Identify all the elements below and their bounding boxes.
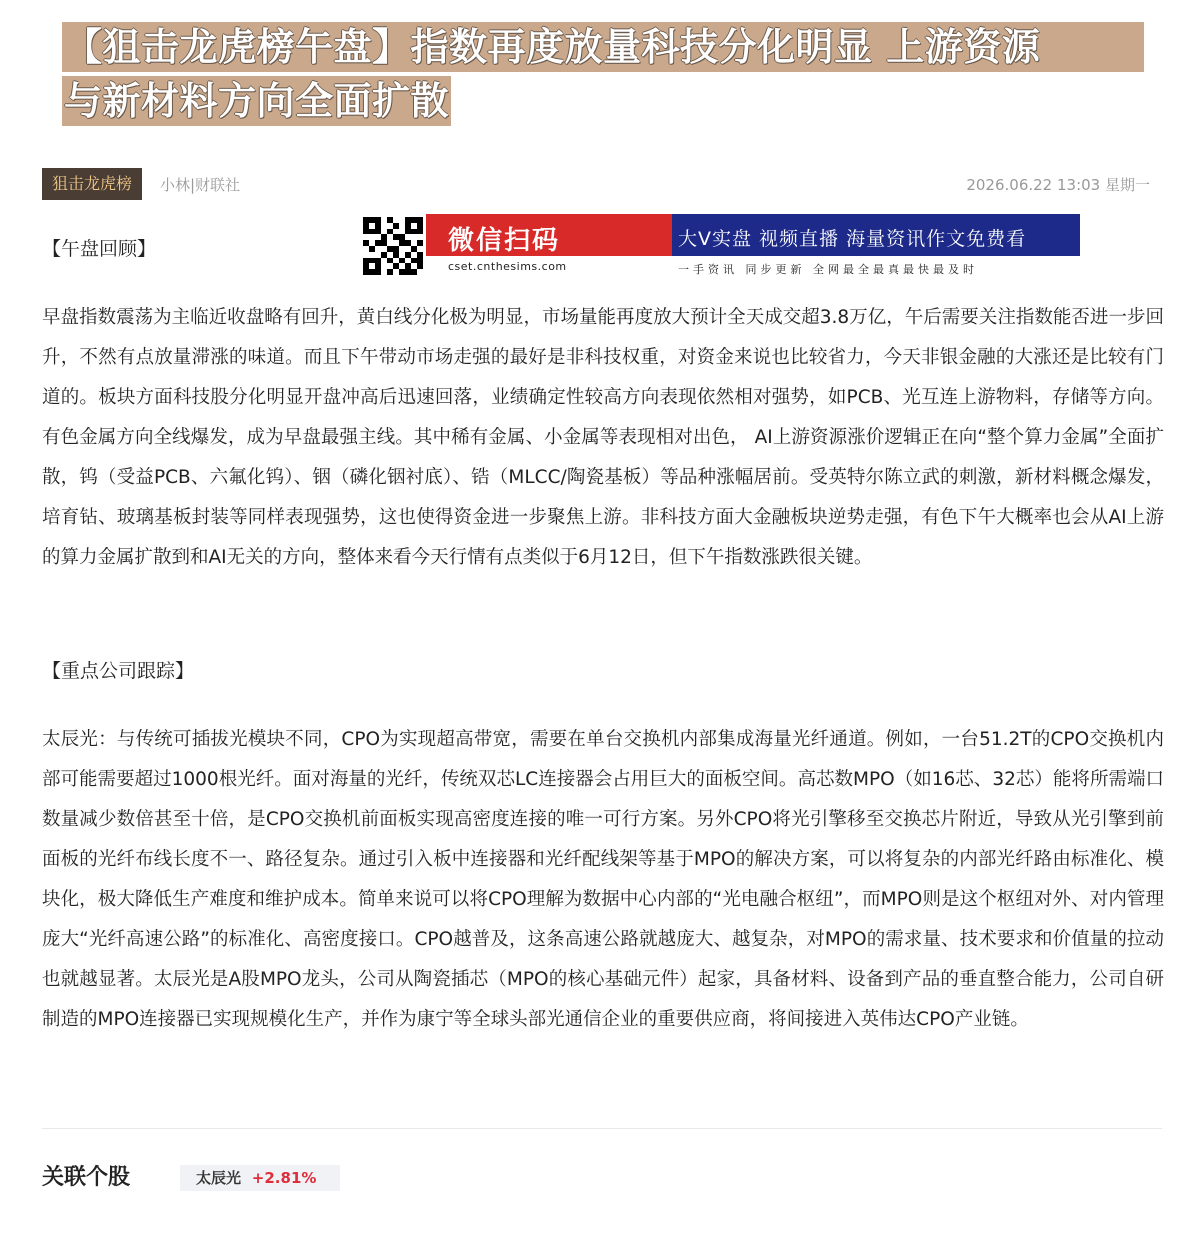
stock-name: 太辰光 xyxy=(196,1169,242,1187)
divider xyxy=(42,1128,1162,1129)
section-heading-review: 【午盘回顾】 xyxy=(42,238,157,260)
wechat-scan-label: 微信扫码 xyxy=(448,226,561,256)
column-tag[interactable]: 狙击龙虎榜 xyxy=(42,168,142,200)
banner-url: cset.cnthesims.com xyxy=(448,260,567,273)
related-stocks-heading: 关联个股 xyxy=(42,1165,131,1190)
title-line-1: 【狙击龙虎榜午盘】指数再度放量科技分化明显 上游资源 xyxy=(62,22,1144,72)
article-meta xyxy=(42,168,1162,200)
author-source: 小林|财联社 xyxy=(160,176,241,194)
section-body-review: 早盘指数震荡为主临近收盘略有回升，黄白线分化极为明显，市场量能再度放大预计全天成交超3.8万亿，午后需要关注指数能否进一步回升，不然有点放量滞涨的味道。而且下午带动市场走强的最好是非科技权重，对资金来说也比较省力，今天非银金融的大涨还是比较有门道的。板块方面科技股分化明显开盘冲高后迅速回落，业绩确定性较高方向表现依然相对强势，如PCB、光互连上游物料，存储等方向。有色金属方向全线爆发，成为早盘最强主线。其中稀有金属、小金属等表现相对出色， AI上游资源涨价逻辑正在向“整个算力金属”全面扩散，钨（受益PCB、六氟化钨）、铟（磷化铟衬底）、锆（MLCC/陶瓷基板）等品种涨幅居前。受英特尔陈立武的刺激，新材料概念爆发，培育钻、玻璃基板封装等同样表现强势，这也使得资金进一步聚焦上游。非科技方面大金融板块逆势走强，有色下午大概率也会从AI上游的算力金属扩散到和AI无关的方向，整体来看今天行情有点类似于6月12日，但下午指数涨跌很关键。 xyxy=(42,307,1164,568)
banner-subline: 一手资讯 同步更新 全网最全最真最快最及时 xyxy=(678,263,978,276)
related-stock-chip[interactable] xyxy=(180,1165,340,1191)
banner-tagline: 大V实盘 视频直播 海量资讯作文免费看 xyxy=(678,228,1027,250)
promo-banner[interactable] xyxy=(360,214,1080,278)
stock-change: +2.81% xyxy=(251,1169,317,1187)
publish-datetime: 2026.06.22 13:03 星期一 xyxy=(966,176,1150,194)
section-heading-company: 【重点公司跟踪】 xyxy=(42,660,195,682)
section-body-company: 太辰光：与传统可插拔光模块不同，CPO为实现超高带宽，需要在单台交换机内部集成海量光纤通道。例如，一台51.2T的CPO交换机内部可能需要超过1000根光纤。面对海量的光纤，传统双芯LC连接器会占用巨大的面板空间。高芯数MPO（如16芯、32芯）能将所需端口数量减少数倍甚至十倍，是CPO交换机前面板实现高密度连接的唯一可行方案。另外CPO将光引擎移至交换芯片附近，导致从光引擎到前面板的光纤布线长度不一、路径复杂。通过引入板中连接器和光纤配线架等基于MPO的解决方案，可以将复杂的内部光纤路由标准化、模块化，极大降低生产难度和维护成本。简单来说可以将CPO理解为数据中心内部的“光电融合枢纽”，而MPO则是这个枢纽对外、对内管理庞大“光纤高速公路”的标准化、高密度接口。CPO越普及，这条高速公路就越庞大、越复杂，对MPO的需求量、技术要求和价值量的拉动也就越显著。太辰光是A股MPO龙头，公司从陶瓷插芯（MPO的核心基础元件）起家，具备材料、设备到产品的垂直整合能力，公司自研制造的MPO连接器已实现规模化生产，并作为康宁等全球头部光通信企业的重要供应商，将间接进入英伟达CPO产业链。 xyxy=(42,729,1164,1030)
title-line-2: 与新材料方向全面扩散 xyxy=(62,76,451,126)
qr-code-icon xyxy=(360,214,426,278)
